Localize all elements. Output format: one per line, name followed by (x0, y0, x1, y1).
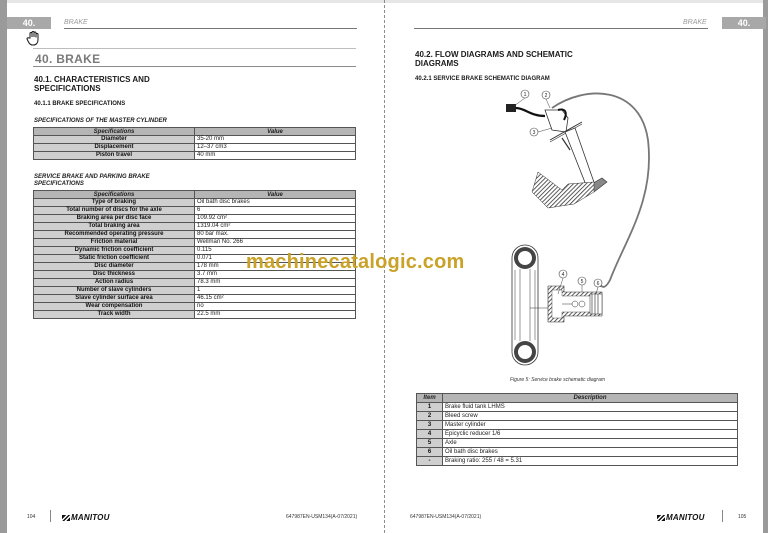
item-number: 5 (417, 439, 443, 448)
spec-value: Oil bath disc brakes (195, 199, 356, 207)
column-header-value: Value (195, 191, 356, 199)
table-row (417, 412, 738, 421)
item-number: 1 (417, 403, 443, 412)
svg-text:2: 2 (544, 93, 548, 99)
spec-value: 35-20 mm (195, 136, 356, 144)
brand-name: MANITOU (71, 513, 110, 522)
spec-value: 1 (195, 287, 356, 295)
spec-value: 3.7 mm (195, 271, 356, 279)
right-page-edge (763, 0, 768, 533)
service-brake-caption-line2: SPECIFICATIONS (34, 181, 84, 187)
section-title-line2: DIAGRAMS (415, 59, 459, 68)
left-page-edge (0, 0, 7, 533)
footer-divider (722, 510, 723, 522)
service-brake-caption (34, 174, 150, 188)
item-number: 4 (417, 430, 443, 439)
table-row (417, 439, 738, 448)
master-cylinder-table (33, 127, 356, 160)
service-brake-schematic-diagram (490, 80, 670, 380)
section-title-line2: SPECIFICATIONS (34, 84, 101, 93)
spec-name: Braking area per disc face (34, 215, 195, 223)
spec-name: Static friction coefficient (34, 255, 195, 263)
spec-value: 178 mm (195, 263, 356, 271)
table-row (417, 457, 738, 466)
spec-value: 78.3 mm (195, 279, 356, 287)
watermark-text: machinecatalogic.com (246, 251, 465, 273)
column-header-value: Value (195, 128, 356, 136)
svg-text:6: 6 (596, 281, 600, 287)
section-title-line1: 40.1. CHARACTERISTICS AND (34, 75, 150, 84)
spec-value: 22.5 mm (195, 311, 356, 319)
spec-name: Piston travel (34, 152, 195, 160)
header-title: BRAKE (683, 19, 707, 26)
item-description: Oil bath disc brakes (443, 448, 738, 457)
manitou-logo-mark-icon (657, 515, 665, 521)
table-row (34, 303, 356, 311)
spec-value: 12–37 cm3 (195, 144, 356, 152)
spec-value: 80 bar max. (195, 231, 356, 239)
section-title-line1: 40.2. FLOW DIAGRAMS AND SCHEMATIC (415, 50, 573, 59)
page-title: 40. BRAKE (35, 52, 101, 66)
item-description: Brake fluid tank LHMS (443, 403, 738, 412)
item-description: Epicyclic reducer 1/6 (443, 430, 738, 439)
table-row (34, 215, 356, 223)
page-number: 105 (738, 514, 747, 520)
spec-name: Friction material (34, 239, 195, 247)
spec-value: 109.92 cm² (195, 215, 356, 223)
spec-name: Dynamic friction coefficient (34, 247, 195, 255)
svg-text:4: 4 (561, 272, 565, 278)
column-header-description: Description (443, 394, 738, 403)
manitou-logo-mark-icon (62, 515, 70, 521)
subsection-title: 40.2.1 SERVICE BRAKE SCHEMATIC DIAGRAM (415, 76, 550, 82)
svg-text:5: 5 (580, 279, 584, 285)
column-header-specifications: Specifications (34, 191, 195, 199)
spec-name: Total braking area (34, 223, 195, 231)
item-description: Braking ratio: 255 / 48 = 5.31 (443, 457, 738, 466)
spec-value: no (195, 303, 356, 311)
table-row (34, 239, 356, 247)
item-number: 3 (417, 421, 443, 430)
svg-text:1: 1 (523, 92, 527, 98)
table-row (417, 448, 738, 457)
table-row (34, 295, 356, 303)
section-title (34, 75, 150, 93)
table-row (34, 287, 356, 295)
master-cylinder-caption: SPECIFICATIONS OF THE MASTER CYLINDER (34, 118, 167, 124)
footer-divider (50, 510, 51, 522)
spec-value: 6 (195, 207, 356, 215)
item-description: Master cylinder (443, 421, 738, 430)
document-reference: 647987EN-USM134(A-07/2021) (410, 514, 482, 520)
document-reference: 647987EN-USM134(A-07/2021) (286, 514, 358, 520)
figure-caption: Figure 5: Service brake schematic diagram (510, 377, 606, 383)
table-row (34, 311, 356, 319)
spec-name: Track width (34, 311, 195, 319)
page-title-bar (33, 48, 356, 67)
spec-name: Slave cylinder surface area (34, 295, 195, 303)
spec-name: Displacement (34, 144, 195, 152)
column-header-specifications: Specifications (34, 128, 195, 136)
spec-value: 46.15 cm² (195, 295, 356, 303)
table-row (34, 223, 356, 231)
spec-name: Diameter (34, 136, 195, 144)
spec-name: Disc thickness (34, 271, 195, 279)
table-row (34, 231, 356, 239)
subsection-title: 40.1.1 BRAKE SPECIFICATIONS (34, 101, 126, 107)
table-row (34, 144, 356, 152)
table-row (417, 421, 738, 430)
header-title: BRAKE (64, 19, 88, 26)
item-description: Axle (443, 439, 738, 448)
spec-name: Wear compensation (34, 303, 195, 311)
spec-name: Action radius (34, 279, 195, 287)
header-rule (414, 28, 708, 29)
table-row (34, 207, 356, 215)
brand-name: MANITOU (666, 513, 705, 522)
spec-name: Disc diameter (34, 263, 195, 271)
item-number: 6 (417, 448, 443, 457)
manitou-logo (62, 513, 110, 522)
table-row (34, 199, 356, 207)
spec-value: 40 mm (195, 152, 356, 160)
spec-name: Recommended operating pressure (34, 231, 195, 239)
table-row (417, 403, 738, 412)
hand-cursor-icon (25, 30, 41, 46)
section-title (415, 50, 573, 68)
spec-name: Total number of discs for the axle (34, 207, 195, 215)
service-brake-caption-line1: SERVICE BRAKE AND PARKING BRAKE (34, 174, 150, 180)
spec-value: 0.115 (195, 247, 356, 255)
spec-value: 0.071 (195, 255, 356, 263)
legend-items-table (416, 393, 738, 466)
item-number: - (417, 457, 443, 466)
table-row (34, 279, 356, 287)
item-number: 2 (417, 412, 443, 421)
page-number: 104 (27, 514, 36, 520)
spec-name: Number of slave cylinders (34, 287, 195, 295)
column-header-item: Item (417, 394, 443, 403)
table-row (34, 136, 356, 144)
spec-value: 1319.04 cm² (195, 223, 356, 231)
chapter-tab: 40. (722, 17, 766, 29)
chapter-tab: 40. (7, 17, 51, 29)
header-rule (64, 28, 357, 29)
table-row (34, 152, 356, 160)
manitou-logo (657, 513, 705, 522)
svg-text:3: 3 (532, 130, 536, 136)
spec-name: Type of braking (34, 199, 195, 207)
item-description: Bleed screw (443, 412, 738, 421)
table-row (417, 430, 738, 439)
spec-value: Wellman No. 266 (195, 239, 356, 247)
